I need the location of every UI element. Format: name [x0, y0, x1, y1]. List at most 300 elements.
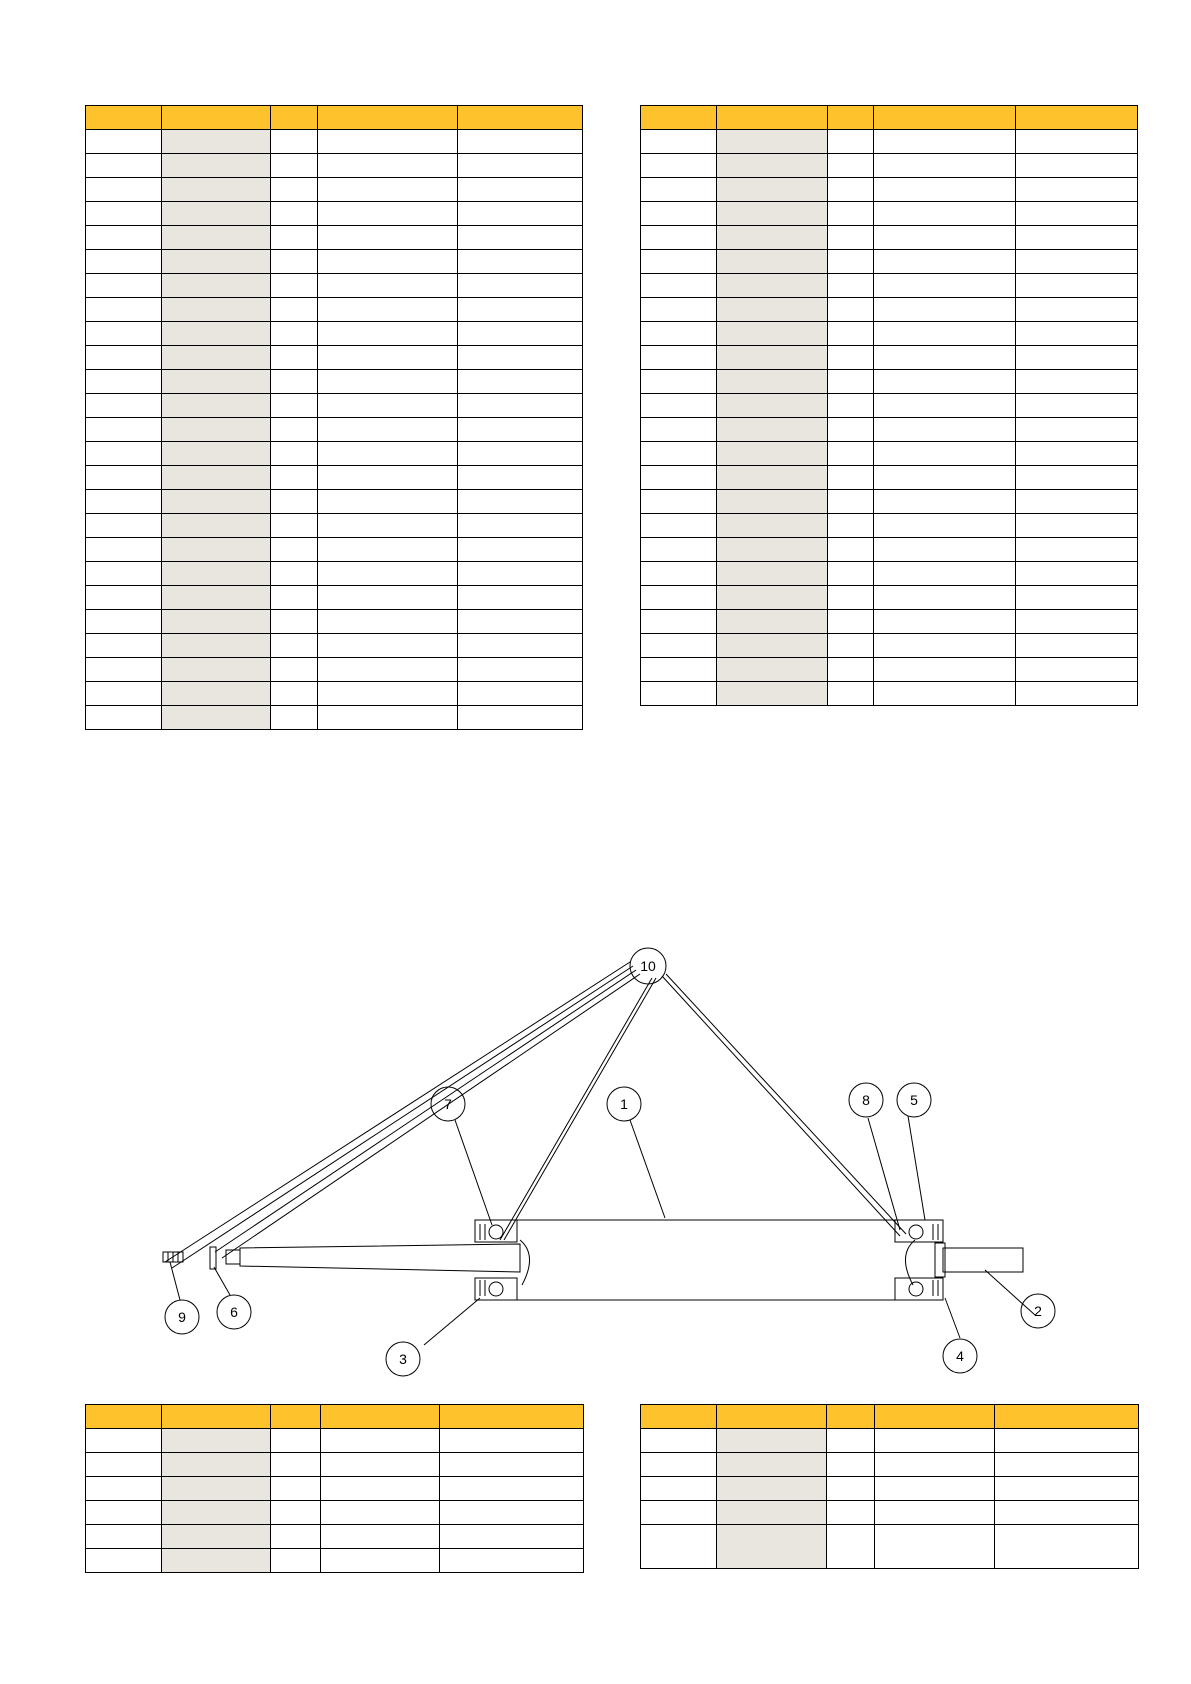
table-row — [86, 1477, 584, 1501]
table-cell — [318, 706, 458, 730]
part-number-cell — [717, 178, 828, 202]
table-cell — [874, 370, 1016, 394]
table-cell — [318, 514, 458, 538]
table-cell — [641, 130, 717, 154]
table-cell — [641, 634, 717, 658]
table-cell — [458, 370, 583, 394]
table-cell — [86, 634, 162, 658]
table-header-row — [641, 1405, 1139, 1429]
part-number-cell — [717, 1525, 827, 1569]
table-cell — [318, 658, 458, 682]
table-cell — [874, 682, 1016, 706]
table-cell — [641, 466, 717, 490]
table-cell — [271, 130, 318, 154]
table-row — [86, 634, 583, 658]
part-number-cell — [162, 634, 271, 658]
part-number-cell — [717, 322, 828, 346]
column-header — [162, 106, 271, 130]
callout-6 — [217, 1295, 251, 1329]
table-cell — [318, 130, 458, 154]
table-cell — [458, 202, 583, 226]
table-row — [86, 658, 583, 682]
table-cell — [271, 154, 318, 178]
table-cell — [874, 298, 1016, 322]
table-cell — [1016, 610, 1138, 634]
leader-lines — [170, 1116, 1035, 1345]
table-cell — [458, 682, 583, 706]
table-cell — [641, 346, 717, 370]
column-header — [458, 106, 583, 130]
callout-5 — [897, 1083, 931, 1117]
part-number-cell — [717, 202, 828, 226]
part-number-cell — [162, 130, 271, 154]
table-cell — [271, 442, 318, 466]
table-cell — [641, 370, 717, 394]
column-header — [271, 1405, 321, 1429]
column-header — [321, 1405, 440, 1429]
table-cell — [271, 346, 318, 370]
table-cell — [874, 178, 1016, 202]
table-cell — [1016, 418, 1138, 442]
table-cell — [271, 250, 318, 274]
table-row — [86, 682, 583, 706]
table-cell — [995, 1477, 1139, 1501]
table-cell — [641, 1501, 717, 1525]
table-cell — [458, 322, 583, 346]
table-row — [86, 1501, 584, 1525]
table-cell — [874, 202, 1016, 226]
part-number-cell — [717, 1453, 827, 1477]
table-cell — [827, 1477, 875, 1501]
table-cell — [641, 658, 717, 682]
table-cell — [318, 610, 458, 634]
table-cell — [641, 202, 717, 226]
table-cell — [271, 490, 318, 514]
table-cell — [458, 226, 583, 250]
table-cell — [874, 346, 1016, 370]
table-cell — [271, 586, 318, 610]
table-row — [86, 1525, 584, 1549]
table-cell — [318, 562, 458, 586]
table-cell — [641, 682, 717, 706]
callout-3 — [386, 1342, 420, 1376]
svg-text:9: 9 — [178, 1309, 186, 1325]
table-cell — [827, 1501, 875, 1525]
table-cell — [641, 298, 717, 322]
table-cell — [318, 682, 458, 706]
table-cell — [271, 634, 318, 658]
table-cell — [1016, 202, 1138, 226]
table-cell — [875, 1429, 995, 1453]
part-number-cell — [162, 1477, 271, 1501]
table-cell — [874, 154, 1016, 178]
table-row — [641, 202, 1138, 226]
table-cell — [86, 1525, 162, 1549]
table-cell — [318, 274, 458, 298]
table-row — [641, 1429, 1139, 1453]
table-cell — [86, 178, 162, 202]
column-header — [717, 1405, 827, 1429]
table-cell — [271, 466, 318, 490]
part-number-cell — [717, 274, 828, 298]
table-cell — [874, 610, 1016, 634]
table-cell — [1016, 394, 1138, 418]
table-row — [641, 514, 1138, 538]
table-cell — [875, 1501, 995, 1525]
table-cell — [321, 1429, 440, 1453]
table-cell — [641, 514, 717, 538]
table-cell — [271, 706, 318, 730]
table-cell — [86, 610, 162, 634]
column-header — [162, 1405, 271, 1429]
roller-tube — [515, 1220, 935, 1300]
table-cell — [828, 442, 874, 466]
part-number-cell — [162, 706, 271, 730]
table-cell — [271, 298, 318, 322]
table-cell — [86, 706, 162, 730]
table-cell — [828, 154, 874, 178]
table-cell — [1016, 490, 1138, 514]
table-cell — [995, 1453, 1139, 1477]
parts-table-bottom-right — [640, 1404, 1139, 1569]
part-number-cell — [162, 418, 271, 442]
table-cell — [828, 610, 874, 634]
table-cell — [828, 658, 874, 682]
table-cell — [271, 1477, 321, 1501]
table-row — [641, 1477, 1139, 1501]
table-cell — [828, 418, 874, 442]
table-cell — [874, 130, 1016, 154]
table-cell — [86, 1501, 162, 1525]
table-row — [86, 442, 583, 466]
svg-text:1: 1 — [620, 1096, 628, 1112]
table-cell — [827, 1453, 875, 1477]
parts-table-bottom-left — [85, 1404, 584, 1573]
table-cell — [271, 274, 318, 298]
table-cell — [86, 682, 162, 706]
table-row — [641, 346, 1138, 370]
table-cell — [458, 706, 583, 730]
table-cell — [641, 610, 717, 634]
table-cell — [458, 514, 583, 538]
svg-text:8: 8 — [862, 1092, 870, 1108]
part-number-cell — [162, 562, 271, 586]
part-number-cell — [162, 1549, 271, 1573]
table-cell — [86, 1477, 162, 1501]
table-cell — [321, 1477, 440, 1501]
table-cell — [874, 538, 1016, 562]
table-cell — [458, 250, 583, 274]
part-number-cell — [162, 466, 271, 490]
part-number-cell — [717, 514, 828, 538]
table-row — [641, 682, 1138, 706]
part-number-cell — [717, 394, 828, 418]
table-cell — [458, 274, 583, 298]
left-bearing-housing — [475, 1220, 517, 1300]
table-row — [641, 322, 1138, 346]
table-cell — [318, 586, 458, 610]
table-cell — [1016, 370, 1138, 394]
table-cell — [318, 202, 458, 226]
roller-assembly-drawing — [0, 940, 1191, 1400]
table-row — [86, 610, 583, 634]
table-cell — [271, 1549, 321, 1573]
table-cell — [828, 202, 874, 226]
table-cell — [995, 1501, 1139, 1525]
table-cell — [828, 298, 874, 322]
table-row — [641, 394, 1138, 418]
table-cell — [1016, 514, 1138, 538]
part-number-cell — [162, 346, 271, 370]
table-cell — [828, 274, 874, 298]
table-cell — [874, 442, 1016, 466]
part-number-cell — [162, 202, 271, 226]
table-cell — [271, 1501, 321, 1525]
table-cell — [86, 154, 162, 178]
part-number-cell — [162, 442, 271, 466]
column-header — [995, 1405, 1139, 1429]
table-cell — [1016, 298, 1138, 322]
table-cell — [86, 490, 162, 514]
table-cell — [1016, 682, 1138, 706]
table-cell — [458, 538, 583, 562]
table-cell — [874, 562, 1016, 586]
table-cell — [321, 1549, 440, 1573]
part-number-cell — [162, 490, 271, 514]
table-cell — [641, 154, 717, 178]
table-cell — [458, 562, 583, 586]
column-header — [1016, 106, 1138, 130]
table-cell — [271, 202, 318, 226]
table-row — [641, 1525, 1139, 1569]
table-cell — [995, 1429, 1139, 1453]
left-shaft — [226, 1244, 520, 1272]
part-number-cell — [162, 586, 271, 610]
table-cell — [458, 418, 583, 442]
table-cell — [440, 1429, 584, 1453]
table-cell — [458, 394, 583, 418]
table-cell — [828, 514, 874, 538]
table-cell — [828, 226, 874, 250]
column-header — [641, 1405, 717, 1429]
table-cell — [440, 1501, 584, 1525]
table-cell — [318, 322, 458, 346]
table-cell — [318, 178, 458, 202]
callout-9 — [165, 1300, 199, 1334]
part-number-cell — [162, 538, 271, 562]
table-cell — [321, 1525, 440, 1549]
table-cell — [641, 178, 717, 202]
table-cell — [641, 1453, 717, 1477]
table-cell — [641, 442, 717, 466]
table-cell — [458, 658, 583, 682]
part-number-cell — [162, 1453, 271, 1477]
table-cell — [874, 226, 1016, 250]
table-cell — [641, 1525, 717, 1569]
svg-text:2: 2 — [1034, 1303, 1042, 1319]
table-cell — [271, 322, 318, 346]
table-cell — [1016, 466, 1138, 490]
table-cell — [318, 418, 458, 442]
table-cell — [1016, 658, 1138, 682]
table-cell — [440, 1525, 584, 1549]
table-row — [86, 586, 583, 610]
table-cell — [321, 1453, 440, 1477]
table-cell — [271, 538, 318, 562]
table-cell — [321, 1501, 440, 1525]
table-cell — [271, 1453, 321, 1477]
table-cell — [828, 682, 874, 706]
table-cell — [875, 1453, 995, 1477]
table-row — [86, 130, 583, 154]
part-number-cell — [162, 610, 271, 634]
callout-2 — [1021, 1294, 1055, 1328]
part-number-cell — [717, 466, 828, 490]
table-cell — [86, 658, 162, 682]
table-row — [641, 298, 1138, 322]
table-cell — [318, 490, 458, 514]
table-cell — [827, 1429, 875, 1453]
part-number-cell — [717, 418, 828, 442]
table-cell — [458, 466, 583, 490]
part-number-cell — [717, 250, 828, 274]
table-cell — [1016, 346, 1138, 370]
table-cell — [641, 250, 717, 274]
table-cell — [318, 370, 458, 394]
table-cell — [271, 394, 318, 418]
part-number-cell — [162, 682, 271, 706]
table-cell — [86, 1429, 162, 1453]
table-cell — [458, 586, 583, 610]
table-row — [86, 226, 583, 250]
table-cell — [440, 1477, 584, 1501]
table-cell — [1016, 130, 1138, 154]
table-cell — [86, 298, 162, 322]
table-cell — [86, 250, 162, 274]
table-row — [641, 178, 1138, 202]
svg-text:3: 3 — [399, 1351, 407, 1367]
svg-text:4: 4 — [956, 1348, 964, 1364]
table-cell — [318, 466, 458, 490]
table-cell — [641, 490, 717, 514]
table-cell — [86, 514, 162, 538]
table-cell — [86, 370, 162, 394]
table-cell — [875, 1525, 995, 1569]
part-number-cell — [162, 1501, 271, 1525]
table-cell — [874, 658, 1016, 682]
table-cell — [828, 586, 874, 610]
table-cell — [1016, 154, 1138, 178]
table-cell — [271, 514, 318, 538]
leader-lines-callout-10 — [165, 962, 906, 1268]
table-cell — [641, 418, 717, 442]
table-row — [86, 562, 583, 586]
part-number-cell — [717, 682, 828, 706]
table-cell — [828, 346, 874, 370]
table-cell — [458, 130, 583, 154]
table-cell — [641, 274, 717, 298]
part-number-cell — [717, 154, 828, 178]
table-row — [86, 202, 583, 226]
table-cell — [874, 394, 1016, 418]
table-cell — [86, 418, 162, 442]
table-row — [641, 226, 1138, 250]
part-number-cell — [162, 226, 271, 250]
callout-8 — [849, 1083, 883, 1117]
part-number-cell — [717, 130, 828, 154]
table-cell — [271, 658, 318, 682]
table-row — [86, 394, 583, 418]
table-row — [86, 250, 583, 274]
table-cell — [458, 490, 583, 514]
svg-text:6: 6 — [230, 1304, 238, 1320]
table-cell — [995, 1525, 1139, 1569]
table-cell — [828, 394, 874, 418]
table-cell — [1016, 442, 1138, 466]
table-cell — [271, 178, 318, 202]
table-cell — [318, 538, 458, 562]
table-cell — [86, 394, 162, 418]
table-cell — [828, 130, 874, 154]
table-cell — [86, 562, 162, 586]
table-row — [86, 274, 583, 298]
part-number-cell — [162, 250, 271, 274]
table-row — [86, 514, 583, 538]
table-cell — [271, 562, 318, 586]
table-cell — [86, 466, 162, 490]
table-cell — [828, 250, 874, 274]
table-cell — [271, 1525, 321, 1549]
part-number-cell — [717, 562, 828, 586]
table-cell — [1016, 586, 1138, 610]
table-cell — [318, 634, 458, 658]
column-header — [828, 106, 874, 130]
table-cell — [828, 538, 874, 562]
table-row — [641, 418, 1138, 442]
table-cell — [271, 610, 318, 634]
table-cell — [458, 178, 583, 202]
table-cell — [641, 586, 717, 610]
table-cell — [1016, 538, 1138, 562]
table-row — [641, 538, 1138, 562]
table-row — [641, 490, 1138, 514]
table-cell — [86, 226, 162, 250]
part-number-cell — [717, 226, 828, 250]
table-cell — [318, 442, 458, 466]
table-row — [86, 490, 583, 514]
part-number-cell — [162, 178, 271, 202]
table-cell — [1016, 226, 1138, 250]
table-header-row — [86, 106, 583, 130]
part-number-cell — [162, 274, 271, 298]
part-number-cell — [717, 1501, 827, 1525]
parts-table-top-right — [640, 105, 1138, 706]
part-number-cell — [717, 442, 828, 466]
svg-text:5: 5 — [910, 1092, 918, 1108]
table-cell — [458, 298, 583, 322]
part-number-cell — [717, 586, 828, 610]
part-number-cell — [717, 610, 828, 634]
washer — [210, 1247, 216, 1269]
column-header — [717, 106, 828, 130]
table-cell — [874, 634, 1016, 658]
table-row — [641, 562, 1138, 586]
column-header — [641, 106, 717, 130]
table-cell — [1016, 178, 1138, 202]
table-cell — [271, 1429, 321, 1453]
table-cell — [458, 346, 583, 370]
table-cell — [828, 490, 874, 514]
